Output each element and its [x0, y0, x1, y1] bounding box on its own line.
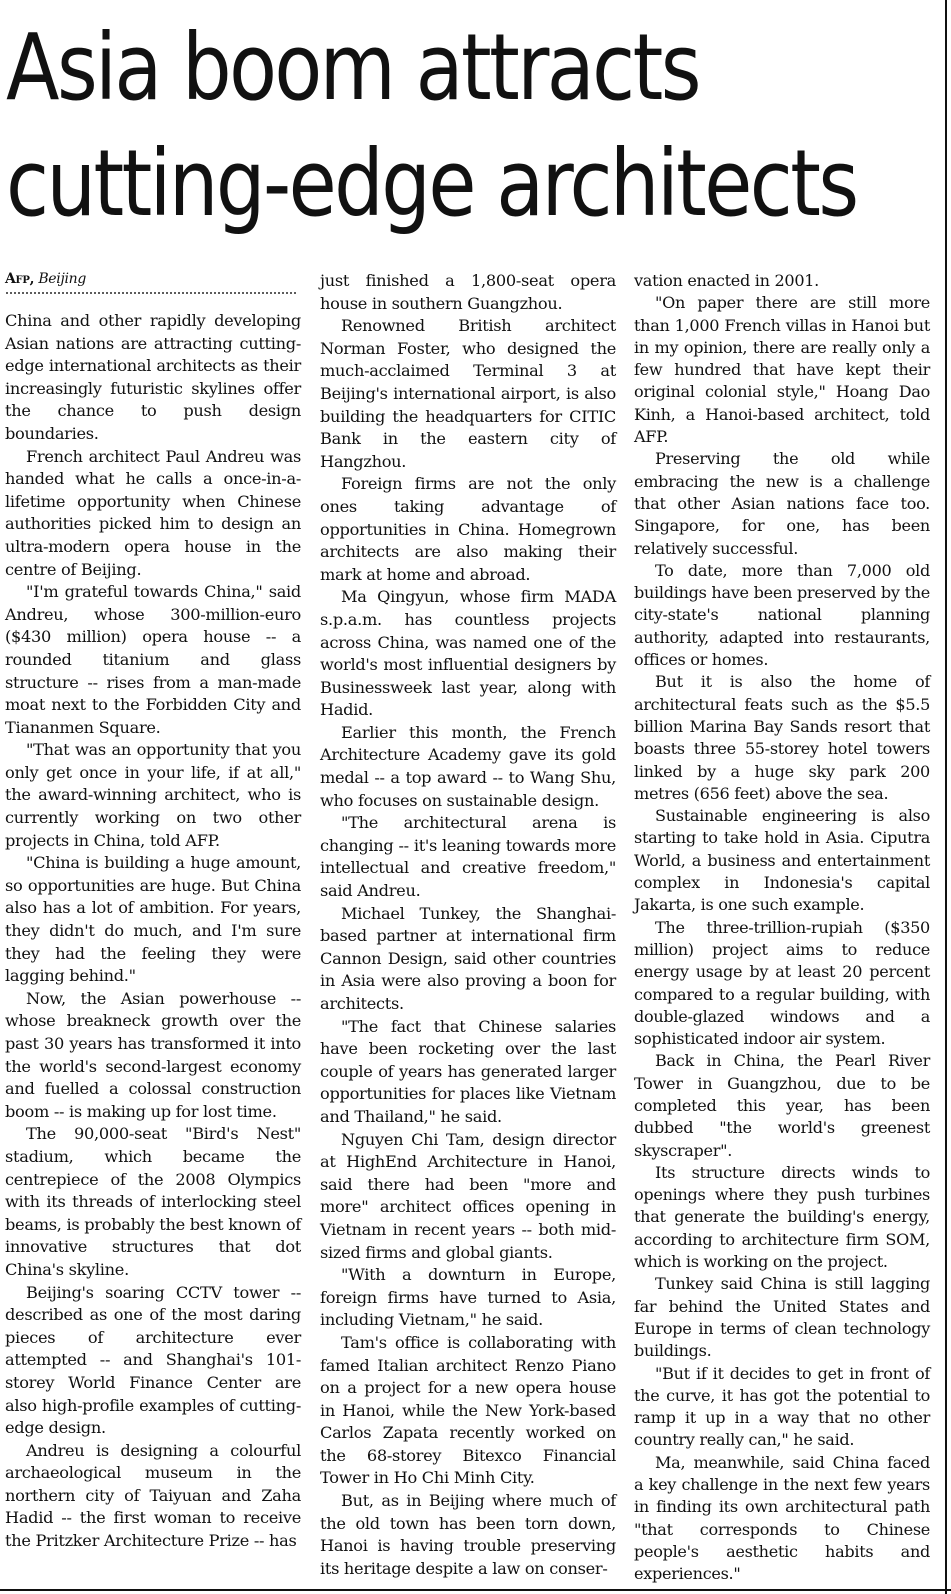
paragraph: "With a downturn in Europe, foreign firms have turned to Asia, including Vietnam," he said.	[320, 1265, 616, 1330]
byline	[5, 268, 301, 290]
page-border-bottom	[0, 1589, 951, 1591]
byline-agency: Afp,	[5, 271, 35, 287]
paragraph: To date, more than 7,000 old buildings have been preserved by the city-state's national planning authority, adapted into restaurants, offices or homes.	[634, 560, 930, 670]
paragraph: "I'm grateful towards China," said Andreu, whose 300-million-euro ($430 million) opera house -- a rounded titanium and glass structure -- rises from a man-made moat next to the Forbidden City and Tiananmen Square.	[5, 582, 301, 737]
paragraph: Sustainable engineering is also starting to take hold in Asia. Ciputra World, a business and entertainment complex in Indonesia's capital Jakarta, is one such example.	[634, 806, 930, 915]
headline	[6, 10, 857, 242]
paragraph: vation enacted in 2001.	[634, 271, 819, 290]
paragraph: China and other rapidly developing Asian nations are attracting cutting-edge international architects as their increasingly futuristic skylines offer the chance to push design boundaries.	[5, 311, 301, 443]
paragraph: Andreu is designing a colourful archaeological museum in the northern city of Taiyuan and Zaha Hadid -- the first woman to receive the Pritzker Architecture Prize -- has	[5, 1440, 301, 1551]
paragraph: "The architectural arena is changing -- it's leaning towards more intellectual and creative freedom," said Andreu.	[320, 813, 616, 901]
paragraph: Tam's office is collaborating with famed Italian architect Renzo Piano on a project for a new opera house in Hanoi, while the New York-based Carlos Zapata recently worked on the 68-storey Bitexco Financial Tower in Ho Chi Minh City.	[320, 1332, 616, 1488]
paragraph: The three-trillion-rupiah ($350 million) project aims to reduce energy usage by at least 20 percent compared to a regular building, with double-glazed windows and a sophisticated indoor air system.	[634, 917, 930, 1049]
paragraph: Tunkey said China is still lagging far behind the United States and Europe in terms of clean technology buildings.	[634, 1274, 930, 1361]
paragraph: Foreign firms are not the only ones taking advantage of opportunities in China. Homegrown architects are also making their mark at home and abroad.	[320, 474, 616, 584]
byline-city: Beijing	[38, 271, 87, 287]
paragraph: Ma Qingyun, whose firm MADA s.p.a.m. has countless projects across China, was named one of the world's most influential designers by Businessweek last year, along with Hadid.	[320, 587, 616, 720]
paragraph: Nguyen Chi Tam, design director at HighEnd Architecture in Hanoi, said there had been "more and more" architect offices opening in Vietnam in recent years -- both mid-sized firms and global giants.	[320, 1129, 616, 1262]
paragraph: Beijing's soaring CCTV tower -- described as one of the most daring pieces of architecture ever attempted -- and Shanghai's 101-storey World Finance Center are also high-profile examples of cutting-edge design.	[5, 1282, 301, 1438]
paragraph: "China is building a huge amount, so opportunities are huge. But China also has a lot of ambition. For years, they didn't do much, and I'm sure they had the feeling they were lagging behind."	[5, 853, 301, 986]
paragraph: Back in China, the Pearl River Tower in Guangzhou, due to be completed this year, has been dubbed "the world's greenest skyscraper".	[634, 1051, 930, 1160]
article-column-2	[320, 270, 616, 1580]
article-column-1	[5, 268, 301, 1553]
headline-line-1: Asia boom attracts	[6, 14, 699, 121]
paragraph: But, as in Beijing where much of the old town has been torn down, Hanoi is having trouble preserving its heritage despite a law on conser-	[320, 1491, 616, 1578]
paragraph: Earlier this month, the French Architecture Academy gave its gold medal -- a top award -- to Wang Shu, who focuses on sustainable design.	[320, 722, 616, 810]
paragraph: "The fact that Chinese salaries have been rocketing over the last couple of years has generated larger opportunities for places like Vietnam and Thailand," he said.	[320, 1016, 616, 1126]
paragraph: But it is also the home of architectural feats such as the $5.5 billion Marina Bay Sands resort that boasts three 55-storey hotel towers linked by a huge sky park 200 metres (656 feet) above the sea.	[634, 672, 930, 803]
paragraph: just finished a 1,800-seat opera house in southern Guangzhou.	[320, 271, 616, 313]
paragraph: Ma, meanwhile, said China faced a key challenge in the next few years in finding its own architectural path "that corresponds to Chinese people's aesthetic habits and experiences."	[634, 1452, 930, 1584]
paragraph: Michael Tunkey, the Shanghai-based partner at international firm Cannon Design, said other countries in Asia were also proving a boon for architects.	[320, 903, 616, 1013]
paragraph: "On paper there are still more than 1,000 French villas in Hanoi but in my opinion, there are really only a few hundred that have kept their original colonial style," Hoang Dao Kinh, a Hanoi-based architect, told AFP.	[634, 293, 930, 447]
paragraph: Now, the Asian powerhouse -- whose breakneck growth over the past 30 years has transformed it into the world's second-largest economy and fuelled a colossal construction boom -- is making up for lost time.	[5, 988, 301, 1121]
page-border-right	[945, 0, 947, 1594]
paragraph: French architect Paul Andreu was handed what he calls a once-in-a-lifetime opportunity when Chinese authorities picked him to design an ultra-modern opera house in the centre of Beijing.	[5, 446, 301, 579]
paragraph: The 90,000-seat "Bird's Nest" stadium, which became the centrepiece of the 2008 Olympics with its threads of interlocking steel beams, is probably the best known of innovative structures that dot China's skyline.	[5, 1124, 301, 1279]
paragraph: Renowned British architect Norman Foster, who designed the much-acclaimed Terminal 3 at Beijing's international airport, is also building the headquarters for CITIC Bank in the eastern city of Hangzhou.	[320, 316, 616, 471]
paragraph: "That was an opportunity that you only get once in your life, if at all," the award-winning architect, who is currently working on two other projects in China, told AFP.	[5, 740, 301, 850]
paragraph: Preserving the old while embracing the new is a challenge that other Asian nations face too. Singapore, for one, has been relatively successful.	[634, 449, 930, 558]
paragraph: "But if it decides to get in front of the curve, it has got the potential to ramp it up in a way that no other country really can," he said.	[634, 1363, 930, 1450]
paragraph: Its structure directs winds to openings where they push turbines that generate the building's energy, according to architecture firm SOM, which is working on the project.	[634, 1162, 930, 1272]
article-column-3	[634, 270, 930, 1586]
headline-line-2: cutting-edge architects	[6, 130, 857, 237]
byline-dotted-rule	[5, 292, 297, 294]
